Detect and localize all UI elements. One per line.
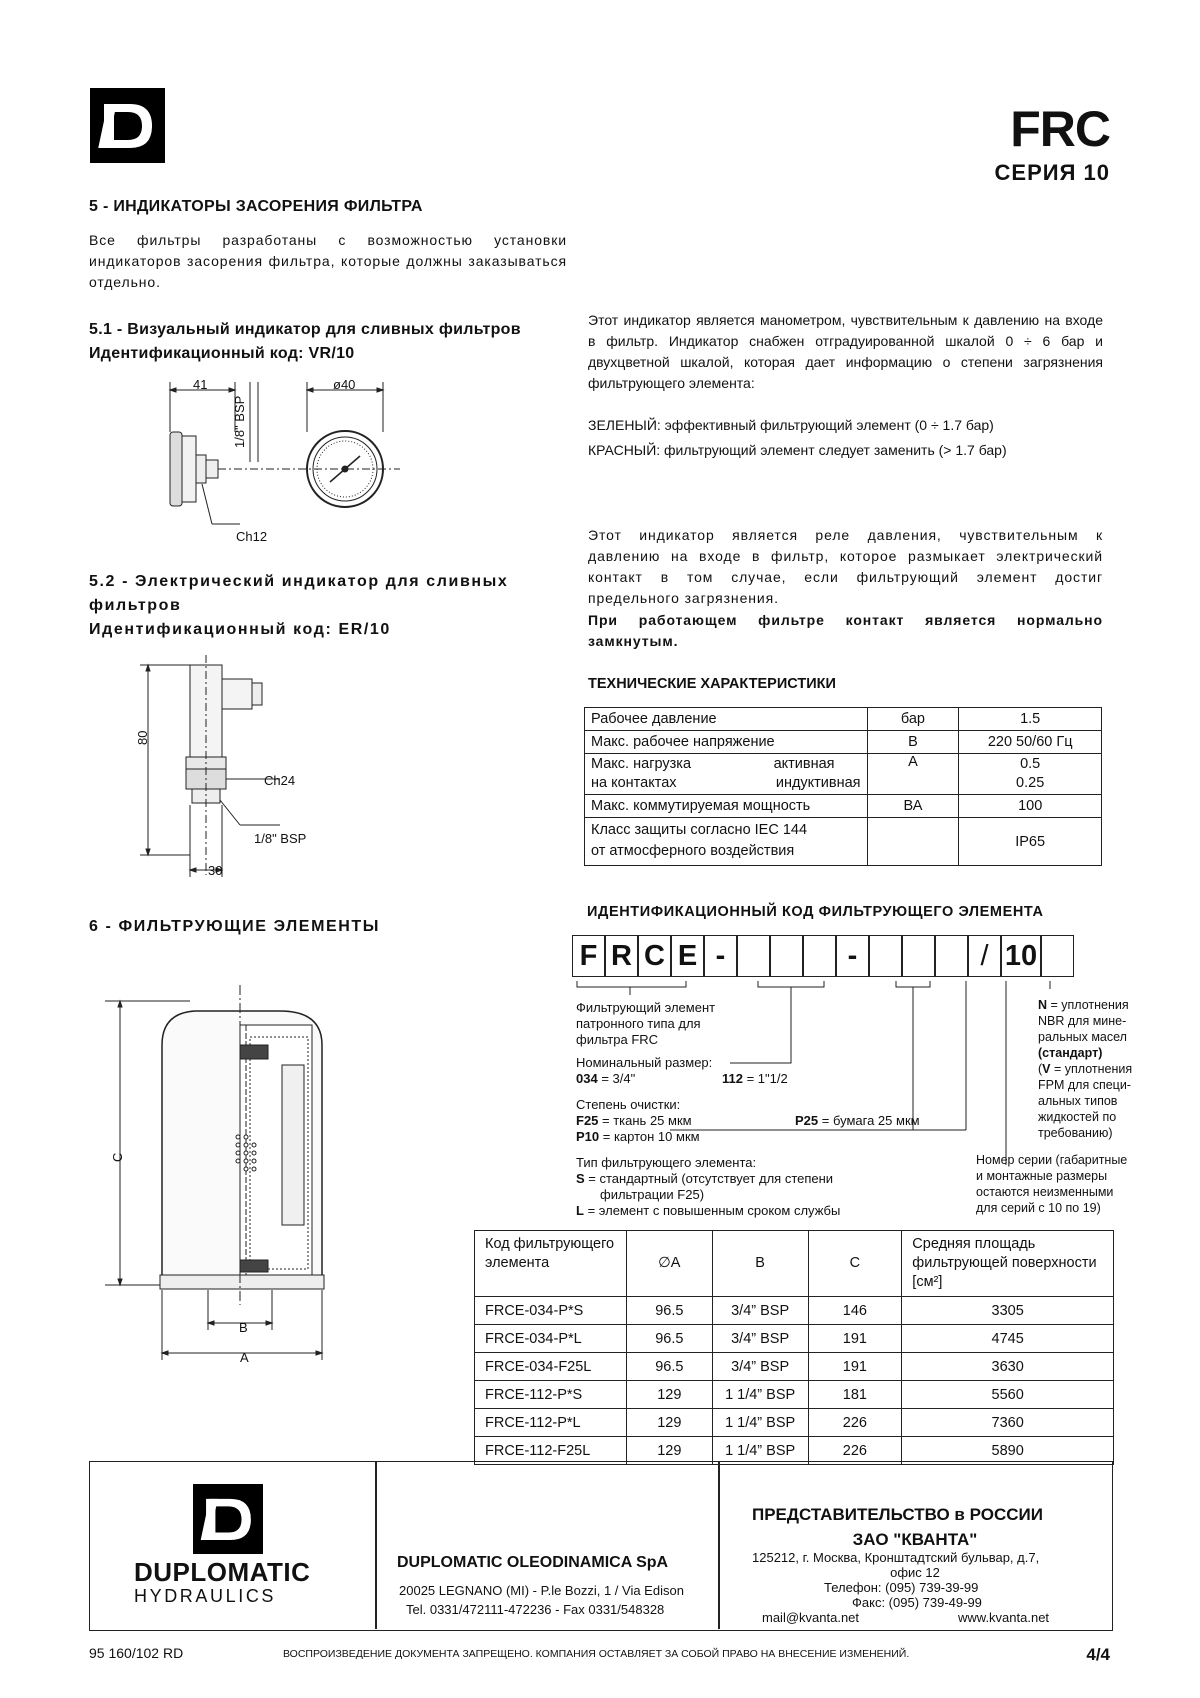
tech-title: ТЕХНИЧЕСКИЕ ХАРАКТЕРИСТИКИ [588, 676, 836, 692]
tech-row [585, 731, 1102, 754]
dim-30: 30 [208, 863, 223, 878]
company-address: 20025 LEGNANO (MI) - P.le Bozzi, 1 / Via Edison [399, 1583, 684, 1598]
section5-title: 5 - ИНДИКАТОРЫ ЗАСОРЕНИЯ ФИЛЬТРА [89, 198, 423, 215]
cell-c: 191 [808, 1353, 902, 1381]
rep-fax: Факс: (095) 739-49-99 [852, 1595, 982, 1610]
tech-unit: ВА [867, 795, 959, 818]
filter-element-drawing [100, 985, 340, 1380]
id-type-2: L = элемент с повышенным сроком службы [576, 1203, 841, 1218]
id-size-a: 034 = 3/4" [576, 1071, 636, 1086]
section52-title-2: фильтров [89, 597, 182, 614]
elements-table [474, 1230, 1114, 1465]
section51-green: ЗЕЛЕНЫЙ: эффективный фильтрующий элемент (0 ÷ 1.7 бар) [588, 417, 994, 433]
cell-code: FRCE-034-F25L [475, 1353, 627, 1381]
section52-desc: Этот индикатор является реле давления, чувствительным к давлению на входе в фильтр, которое размыкает электрический контакт в том случае, если фильтрующий элемент достиг предельного загрязнения. [588, 527, 1103, 606]
table-row [475, 1353, 1114, 1381]
code-box-dash-2: - [836, 935, 869, 977]
tech-type: активная [773, 756, 835, 772]
tech-value: 1.5 [959, 708, 1102, 731]
dim-d40: ø40 [333, 377, 356, 392]
tech-value: 0.5 [1020, 756, 1041, 772]
tech-name: Макс. рабочее напряжение [585, 731, 868, 754]
code-box-e: E [671, 935, 704, 977]
tech-name: Рабочее давление [585, 708, 868, 731]
tech-unit: бар [867, 708, 959, 731]
cell-code: FRCE-034-P*L [475, 1325, 627, 1353]
cell-b: 3/4” BSP [712, 1325, 808, 1353]
visual-indicator-drawing [150, 372, 410, 547]
cell-c: 181 [808, 1381, 902, 1409]
duplomatic-logo-top [90, 88, 165, 163]
tech-unit: А [867, 754, 959, 795]
cell-area: 3630 [902, 1353, 1114, 1381]
table-row [475, 1297, 1114, 1325]
idcode-title: ИДЕНТИФИКАЦИОННЫЙ КОД ФИЛЬТРУЮЩЕГО ЭЛЕМЕНТА [587, 904, 1044, 920]
code-box-grade-1 [869, 935, 902, 977]
rep-email[interactable]: mail@kvanta.net [762, 1610, 860, 1625]
table-row [475, 1381, 1114, 1409]
rep-company: ЗАО "КВАНТА" [852, 1530, 978, 1549]
tech-name: Макс. коммутируемая мощность [585, 795, 868, 818]
section51-desc: Этот индикатор является манометром, чувствительным к давлению на входе в фильтр. Индикатор снабжен отградуированной шкалой 0 ÷ 6 бар и двухцветной шкалой, которая дает информацию о степени загрязнения фильтрующего элемента: [588, 312, 1103, 391]
company-name: DUPLOMATIC OLEODINAMICA SpA [397, 1554, 669, 1571]
cell-code: FRCE-112-P*L [475, 1409, 627, 1437]
code-box-f: F [572, 935, 605, 977]
code-box-dash-1: - [704, 935, 737, 977]
section51-red: КРАСНЫЙ: фильтрующий элемент следует заменить (> 1.7 бар) [588, 442, 1007, 458]
section6-title: 6 - ФИЛЬТРУЮЩИЕ ЭЛЕМЕНТЫ [89, 918, 381, 935]
rep-phone: Телефон: (095) 739-39-99 [824, 1580, 979, 1595]
cell-b: 1 1/4” BSP [712, 1437, 808, 1465]
section52-note: При работающем фильтре контакт является нормально замкнутым. [588, 612, 1103, 649]
col-c: C [808, 1231, 902, 1297]
id-label-2: патронного типа для [576, 1016, 701, 1031]
code-box-size-3 [803, 935, 836, 977]
dim-c: C [110, 1152, 125, 1162]
id-size-b: 112 = 1"1/2 [722, 1071, 788, 1086]
code-box-slash: / [968, 935, 1001, 977]
cell-b: 3/4” BSP [712, 1353, 808, 1381]
cell-b: 1 1/4” BSP [712, 1409, 808, 1437]
code-box-r: R [605, 935, 638, 977]
tech-row [585, 754, 1102, 795]
id-size-label: Номинальный размер: [576, 1055, 713, 1070]
cell-a: 96.5 [626, 1325, 712, 1353]
cell-area: 5890 [902, 1437, 1114, 1465]
cell-c: 191 [808, 1325, 902, 1353]
rep-address-2: офис 12 [890, 1565, 940, 1580]
cell-c: 226 [808, 1437, 902, 1465]
brand-name: DUPLOMATIC [134, 1557, 311, 1587]
cell-code: FRCE-034-P*S [475, 1297, 627, 1325]
id-seal-n: N = уплотнения NBR для мине- ральных масел (стандарт) (V = уплотнения FPM для специ- альных типов жидкостей по требованию) [1038, 998, 1133, 1140]
tech-row [585, 818, 1102, 866]
company-phone: Tel. 0331/472111-472236 - Fax 0331/548328 [406, 1602, 665, 1617]
rep-title: ПРЕДСТАВИТЕЛЬСТВО в РОССИИ [752, 1505, 1043, 1524]
tech-row [585, 708, 1102, 731]
section5-intro: Все фильтры разработаны с возможностью установки индикаторов засорения фильтра, которые должны заказываться отдельно. [89, 232, 567, 290]
id-type-1b: фильтрации F25) [600, 1187, 705, 1202]
id-grade-2: P25 = бумага 25 мкм [795, 1113, 920, 1128]
tech-name: Класс защиты согласно IEC 144 [591, 822, 808, 838]
id-grade-1: F25 = ткань 25 мкм [576, 1113, 692, 1128]
tech-name: на контактах [591, 775, 677, 791]
section52-code: Идентификационный код: ER/10 [89, 621, 391, 638]
tech-row [585, 795, 1102, 818]
cell-code: FRCE-112-P*S [475, 1381, 627, 1409]
id-series-note: Номер серии (габаритные и монтажные размеры остаются неизменными для серий с 10 по 19) [976, 1153, 1128, 1215]
code-box-series: 10 [1001, 935, 1041, 977]
dim-ch24: Ch24 [264, 773, 296, 788]
tech-unit: В [867, 731, 959, 754]
tech-value: 100 [959, 795, 1102, 818]
cell-area: 5560 [902, 1381, 1114, 1409]
id-grade-label: Степень очистки: [576, 1097, 681, 1112]
cell-area: 7360 [902, 1409, 1114, 1437]
series-label: СЕРИЯ 10 [994, 160, 1110, 185]
electric-indicator-drawing [130, 655, 330, 885]
code-box-size-2 [770, 935, 803, 977]
table-row [475, 1325, 1114, 1353]
cell-a: 129 [626, 1409, 712, 1437]
tech-value: 220 50/60 Гц [959, 731, 1102, 754]
dim-b: B [239, 1320, 248, 1335]
code-box-type [935, 935, 968, 977]
dim-bsp-er: 1/8" BSP [254, 831, 307, 846]
tech-value: 0.25 [1016, 775, 1045, 791]
section51-title: 5.1 - Визуальный индикатор для сливных фильтров [89, 321, 521, 338]
cell-b: 3/4” BSP [712, 1297, 808, 1325]
tech-table [584, 707, 1102, 866]
cell-c: 226 [808, 1409, 902, 1437]
cell-c: 146 [808, 1297, 902, 1325]
dim-41: 41 [193, 377, 208, 392]
code-box-grade-2 [902, 935, 935, 977]
series-code: FRC [1010, 101, 1110, 157]
col-code: Код фильтрующего элемента [475, 1231, 627, 1297]
copyright-notice: ВОСПРОИЗВЕДЕНИЕ ДОКУМЕНТА ЗАПРЕЩЕНО. КОМПАНИЯ ОСТАВЛЯЕТ ЗА СОБОЙ ПРАВО НА ВНЕСЕНИЕ ИЗМЕНЕНИЙ. [283, 1648, 910, 1660]
table-row [475, 1409, 1114, 1437]
id-type-label: Тип фильтрующего элемента: [576, 1155, 757, 1170]
cell-code: FRCE-112-F25L [475, 1437, 627, 1465]
cell-area: 4745 [902, 1325, 1114, 1353]
cell-a: 96.5 [626, 1297, 712, 1325]
code-box-size-1 [737, 935, 770, 977]
id-type-1: S = стандартный (отсутствует для степени [576, 1171, 834, 1186]
dim-bsp-vr: 1/8" BSP [232, 395, 247, 448]
idcode-boxes [572, 935, 1092, 977]
col-area: Средняя площадь фильтрующей поверхности [см²] [902, 1231, 1114, 1297]
section52-title-1: 5.2 - Электрический индикатор для сливных [89, 573, 509, 590]
code-box-c: C [638, 935, 671, 977]
dim-a: A [240, 1350, 249, 1365]
cell-b: 1 1/4” BSP [712, 1381, 808, 1409]
section51-code: Идентификационный код: VR/10 [89, 345, 355, 362]
col-a: ∅A [626, 1231, 712, 1297]
page-number: 4/4 [1086, 1645, 1110, 1664]
code-box-seal [1041, 935, 1074, 977]
id-label-1: Фильтрующий элемент [576, 1000, 716, 1015]
brand-sub: HYDRAULICS [134, 1586, 277, 1606]
col-b: B [712, 1231, 808, 1297]
tech-type: индуктивная [775, 775, 861, 791]
id-grade-3: P10 = картон 10 мкм [576, 1129, 700, 1144]
rep-website[interactable]: www.kvanta.net [958, 1610, 1050, 1625]
doc-code: 95 160/102 RD [89, 1645, 184, 1661]
rep-address-1: 125212, г. Москва, Кронштадтский бульвар, д.7, [752, 1550, 1040, 1565]
id-label-3: фильтра FRC [576, 1032, 659, 1047]
cell-a: 129 [626, 1437, 712, 1465]
dim-80: 80 [135, 730, 150, 745]
dim-ch12: Ch12 [236, 529, 268, 544]
tech-value: IP65 [959, 818, 1102, 866]
cell-a: 96.5 [626, 1353, 712, 1381]
tech-name: от атмосферного воздействия [591, 843, 795, 859]
tech-name: Макс. нагрузка [591, 756, 692, 772]
cell-area: 3305 [902, 1297, 1114, 1325]
cell-a: 129 [626, 1381, 712, 1409]
